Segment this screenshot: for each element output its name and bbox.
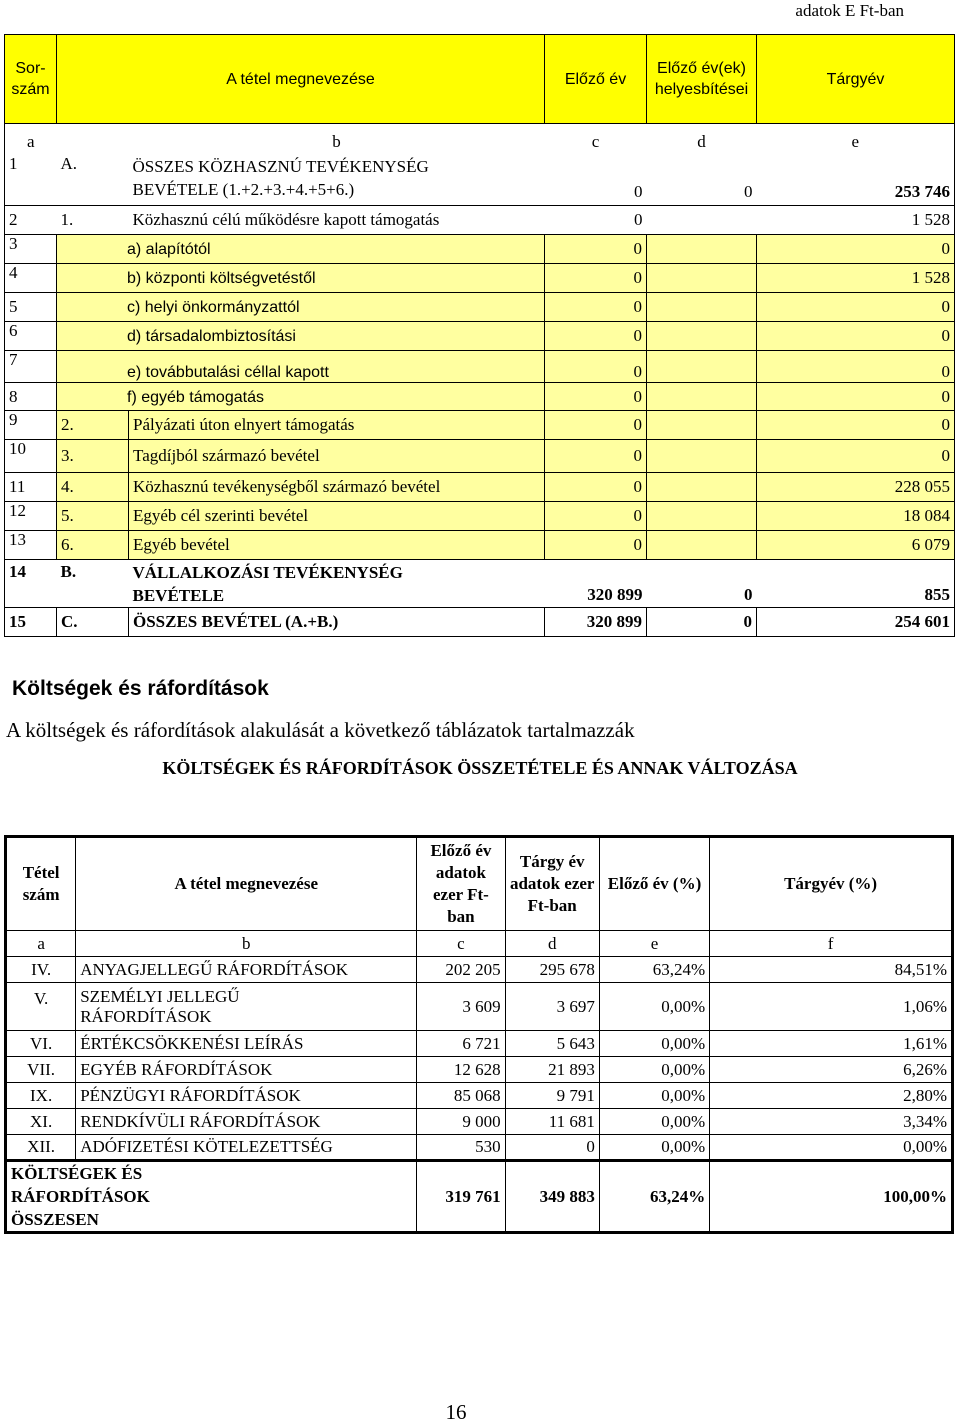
row-no: 12 <box>5 502 57 531</box>
row-e: 254 601 <box>757 608 955 637</box>
row-no: VI. <box>6 1031 76 1057</box>
header-megnevezes: A tétel megnevezése <box>57 35 545 124</box>
letter-e: e <box>599 931 709 957</box>
row-label: SZEMÉLYI JELLEGŰ RÁFORDÍTÁSOK <box>76 983 417 1031</box>
row-c: 0 <box>545 383 647 411</box>
row-code: C. <box>57 608 129 637</box>
row-f: 3,34% <box>710 1109 953 1135</box>
total-f: 100,00% <box>710 1161 953 1233</box>
row-label-line1: VÁLLALKOZÁSI TEVÉKENYSÉG <box>132 562 403 582</box>
total-d: 349 883 <box>505 1161 599 1233</box>
row-no: 15 <box>5 608 57 637</box>
unit-note: adatok E Ft-ban <box>795 1 904 20</box>
row-f: 0,00% <box>710 1135 953 1161</box>
row-code: 1. <box>57 206 129 235</box>
row-code: 5. <box>57 502 129 531</box>
total-e: 63,24% <box>599 1161 709 1233</box>
row-d <box>647 531 757 560</box>
row-f: 1,06% <box>710 983 953 1031</box>
row-c: 0 <box>545 322 647 351</box>
row-d: 0 <box>647 560 757 608</box>
row-d <box>647 502 757 531</box>
row-label-line2: BEVÉTELE (1.+2.+3.+4.+5+6.) <box>132 180 355 200</box>
row-c: 0 <box>545 206 647 235</box>
row-e: 6 079 <box>757 531 955 560</box>
row-d: 0 <box>647 152 757 206</box>
row-e: 228 055 <box>757 473 955 502</box>
table2-title: KÖLTSÉGEK ÉS RÁFORDÍTÁSOK ÖSSZETÉTELE ÉS ANNAK VÁLTOZÁSA <box>162 758 798 778</box>
row-no: 14 <box>5 560 57 608</box>
row-d <box>647 351 757 383</box>
row-no: 11 <box>5 473 57 502</box>
row-no: 13 <box>5 531 57 560</box>
row-label: a) alapítótól <box>127 241 211 258</box>
row-no: 9 <box>5 411 57 440</box>
row-d: 21 893 <box>505 1057 599 1083</box>
row-d <box>647 383 757 411</box>
row-c: 320 899 <box>545 608 647 637</box>
row-e: 0,00% <box>599 1083 709 1109</box>
row-e: 0,00% <box>599 1031 709 1057</box>
header-elozo: Előző év adatok ezer Ft-ban <box>417 837 505 931</box>
row-no: XI. <box>6 1109 76 1135</box>
header-elozo-pct: Előző év (%) <box>599 837 709 931</box>
letter-d: d <box>505 931 599 957</box>
row-c: 85 068 <box>417 1083 505 1109</box>
row-e: 0,00% <box>599 1057 709 1083</box>
row-label: Pályázati úton elnyert támogatás <box>129 411 545 440</box>
row-no: XII. <box>6 1135 76 1161</box>
row-label: Egyéb cél szerinti bevétel <box>129 502 545 531</box>
row-code: B. <box>57 560 129 608</box>
row-label: PÉNZÜGYI RÁFORDÍTÁSOK <box>76 1083 417 1109</box>
letter-b: b <box>332 131 341 151</box>
row-c: 320 899 <box>545 560 647 608</box>
row-d: 11 681 <box>505 1109 599 1135</box>
header-helyesbitesei: Előző év(ek) helyesbítései <box>647 35 757 124</box>
row-no: VII. <box>6 1057 76 1083</box>
row-d: 5 643 <box>505 1031 599 1057</box>
header-targyev: Tárgyév <box>757 35 955 124</box>
row-d: 3 697 <box>505 983 599 1031</box>
header-elozo-ev: Előző év <box>545 35 647 124</box>
header-sorszam: Sor-szám <box>5 35 57 124</box>
total-c: 319 761 <box>417 1161 505 1233</box>
header-targy-pct: Tárgyév (%) <box>710 837 953 931</box>
row-no: 2 <box>5 206 57 235</box>
row-e: 0 <box>757 322 955 351</box>
page-number: 16 <box>445 1400 467 1424</box>
row-label: RENDKÍVÜLI RÁFORDÍTÁSOK <box>76 1109 417 1135</box>
row-label-line1: ÖSSZES KÖZHASZNÚ TEVÉKENYSÉG <box>132 157 429 177</box>
row-label: c) helyi önkormányzattól <box>127 299 300 316</box>
row-e: 0 <box>757 411 955 440</box>
row-no: 6 <box>5 322 57 351</box>
letter-f: f <box>710 931 953 957</box>
letter-b: b <box>76 931 417 957</box>
row-f: 84,51% <box>710 957 953 983</box>
row-e: 0 <box>757 293 955 322</box>
row-c: 9 000 <box>417 1109 505 1135</box>
row-code: 2. <box>57 411 129 440</box>
row-label: ANYAGJELLEGŰ RÁFORDÍTÁSOK <box>76 957 417 983</box>
row-c: 3 609 <box>417 983 505 1031</box>
row-code: 6. <box>57 531 129 560</box>
row-c: 0 <box>545 235 647 264</box>
row-d <box>647 264 757 293</box>
row-f: 1,61% <box>710 1031 953 1057</box>
row-code: 4. <box>57 473 129 502</box>
row-e: 63,24% <box>599 957 709 983</box>
row-label: Tagdíjból származó bevétel <box>129 440 545 473</box>
letter-d: d <box>697 131 706 151</box>
section-text: A költségek és ráfordítások alakulását a következő táblázatok tartalmazzák <box>6 718 635 742</box>
row-no: 4 <box>5 264 57 293</box>
row-c: 0 <box>545 502 647 531</box>
row-d: 9 791 <box>505 1083 599 1109</box>
row-no: 3 <box>5 235 57 264</box>
row-label <box>129 560 545 608</box>
letter-e: e <box>757 124 955 152</box>
row-c: 6 721 <box>417 1031 505 1057</box>
row-c: 530 <box>417 1135 505 1161</box>
row-no: 5 <box>5 293 57 322</box>
row-c: 0 <box>545 264 647 293</box>
row-c: 0 <box>545 152 647 206</box>
row-e: 0,00% <box>599 1135 709 1161</box>
header-tetel: Tétel szám <box>6 837 76 931</box>
row-label: d) társadalombiztosítási <box>127 328 296 345</box>
row-d: 0 <box>647 608 757 637</box>
row-e: 253 746 <box>757 152 955 206</box>
row-c: 0 <box>545 411 647 440</box>
letter-a: a <box>6 931 76 957</box>
row-d <box>647 440 757 473</box>
row-d <box>647 411 757 440</box>
row-label: b) központi költségvetéstől <box>127 270 316 287</box>
row-code: A. <box>57 152 129 206</box>
income-table <box>4 34 955 637</box>
row-label: ADÓFIZETÉSI KÖTELEZETTSÉG <box>76 1135 417 1161</box>
row-f: 2,80% <box>710 1083 953 1109</box>
row-c: 0 <box>545 531 647 560</box>
row-label <box>129 152 545 206</box>
row-d <box>647 473 757 502</box>
row-label: Közhasznú célú működésre kapott támogatás <box>129 206 545 235</box>
row-d: 295 678 <box>505 957 599 983</box>
row-code: 3. <box>57 440 129 473</box>
row-no: 10 <box>5 440 57 473</box>
row-no: 1 <box>5 152 57 206</box>
row-c: 0 <box>545 351 647 383</box>
total-label: KÖLTSÉGEK ÉS RÁFORDÍTÁSOK ÖSSZESEN <box>6 1161 417 1233</box>
row-e: 0 <box>757 351 955 383</box>
letter-a: a <box>5 124 57 152</box>
cost-table <box>4 835 954 1234</box>
row-c: 12 628 <box>417 1057 505 1083</box>
row-d <box>647 293 757 322</box>
row-e: 18 084 <box>757 502 955 531</box>
row-e: 0 <box>757 440 955 473</box>
row-c: 0 <box>545 440 647 473</box>
row-e: 0 <box>757 383 955 411</box>
row-label: f) egyéb támogatás <box>127 388 264 406</box>
row-c: 0 <box>545 293 647 322</box>
row-e: 1 528 <box>757 264 955 293</box>
letter-c: c <box>417 931 505 957</box>
row-no: 7 <box>5 351 57 383</box>
row-no: IX. <box>6 1083 76 1109</box>
section-title: Költségek és ráfordítások <box>12 677 269 700</box>
row-e: 0,00% <box>599 983 709 1031</box>
row-label-line2: BEVÉTELE <box>132 585 225 605</box>
row-e: 1 528 <box>757 206 955 235</box>
row-c: 202 205 <box>417 957 505 983</box>
row-label: ÖSSZES BEVÉTEL (A.+B.) <box>129 608 545 637</box>
row-f: 6,26% <box>710 1057 953 1083</box>
row-label: Egyéb bevétel <box>129 531 545 560</box>
row-d <box>647 206 757 235</box>
row-d: 0 <box>505 1135 599 1161</box>
row-label: EGYÉB RÁFORDÍTÁSOK <box>76 1057 417 1083</box>
row-c: 0 <box>545 473 647 502</box>
row-label: Közhasznú tevékenységből származó bevétel <box>129 473 545 502</box>
row-e: 855 <box>757 560 955 608</box>
row-d <box>647 235 757 264</box>
row-no: IV. <box>6 957 76 983</box>
row-no: 8 <box>5 383 57 411</box>
letter-c: c <box>591 131 600 151</box>
row-d <box>647 322 757 351</box>
row-label: e) továbbutalási céllal kapott <box>127 364 329 381</box>
header-megnevezes: A tétel megnevezése <box>76 837 417 931</box>
header-targy: Tárgy év adatok ezer Ft-ban <box>505 837 599 931</box>
row-label: ÉRTÉKCSÖKKENÉSI LEÍRÁS <box>76 1031 417 1057</box>
row-no: V. <box>6 983 76 1031</box>
row-e: 0,00% <box>599 1109 709 1135</box>
row-e: 0 <box>757 235 955 264</box>
